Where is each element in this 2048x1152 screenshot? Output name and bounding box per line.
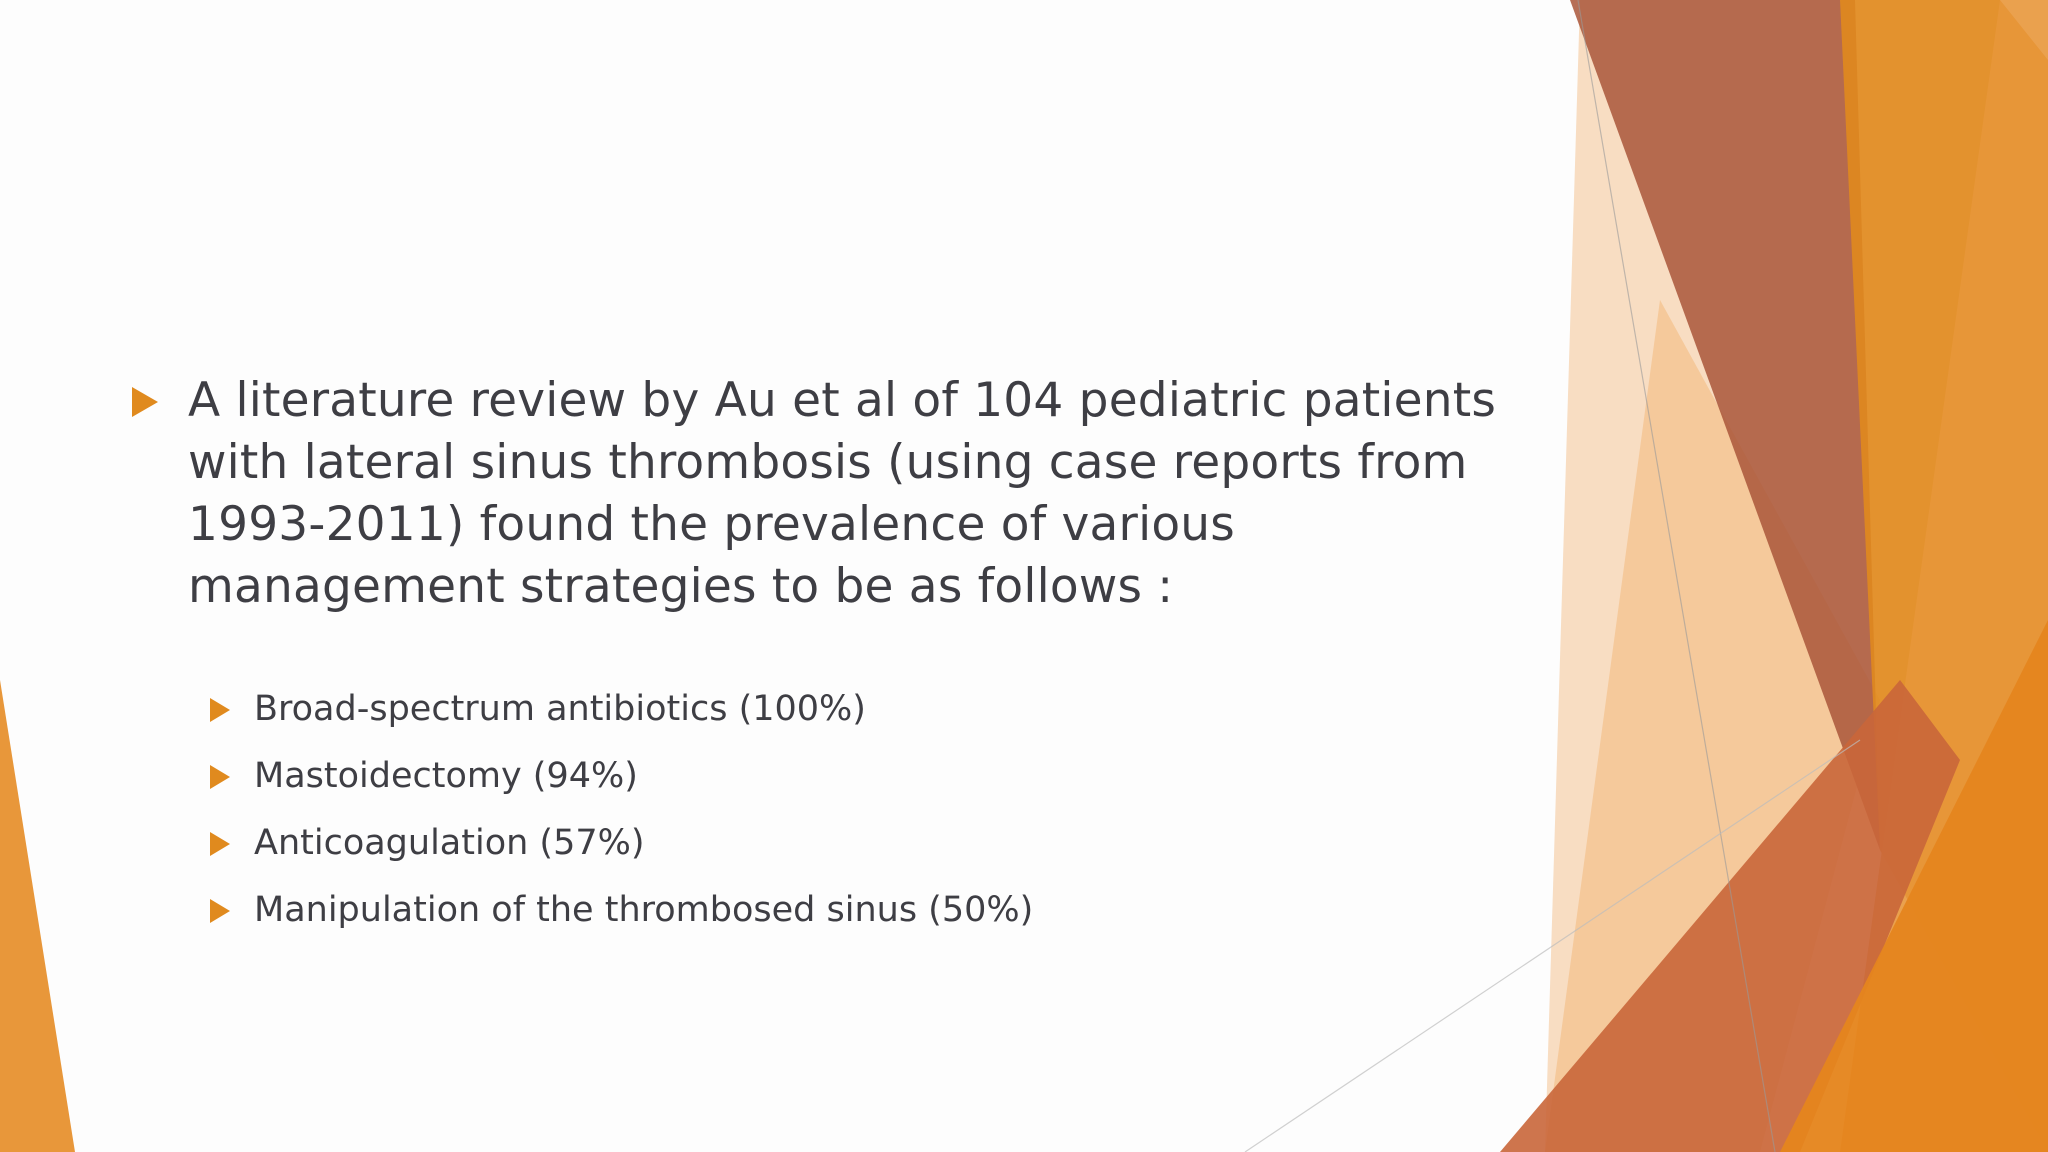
sub-bullet-list — [130, 676, 1530, 944]
sub-bullet-item — [208, 877, 1530, 944]
sub-bullet-text: Broad-spectrum antibiotics (100%) — [254, 689, 866, 729]
triangle-arrow-icon — [210, 765, 230, 789]
sub-bullet-item — [208, 743, 1530, 810]
slide-content — [130, 370, 1530, 944]
left-orange-shape — [0, 680, 75, 1152]
sub-bullet-text: Anticoagulation (57%) — [254, 823, 645, 863]
sub-bullet-text: Manipulation of the thrombosed sinus (50%) — [254, 890, 1034, 930]
triangle-arrow-icon — [210, 698, 230, 722]
sub-bullet-item — [208, 676, 1530, 743]
main-bullet-text: A literature review by Au et al of 104 pediatric patients with lateral sinus thrombosis (using case reports from 1993-2011) found the prevalence of various management strategies to be as follows : — [188, 373, 1497, 614]
main-bullet-item — [130, 370, 1530, 618]
triangle-arrow-icon — [210, 832, 230, 856]
triangle-arrow-icon — [132, 387, 158, 417]
sub-bullet-text: Mastoidectomy (94%) — [254, 756, 638, 796]
sub-bullet-item — [208, 810, 1530, 877]
triangle-arrow-icon — [210, 899, 230, 923]
